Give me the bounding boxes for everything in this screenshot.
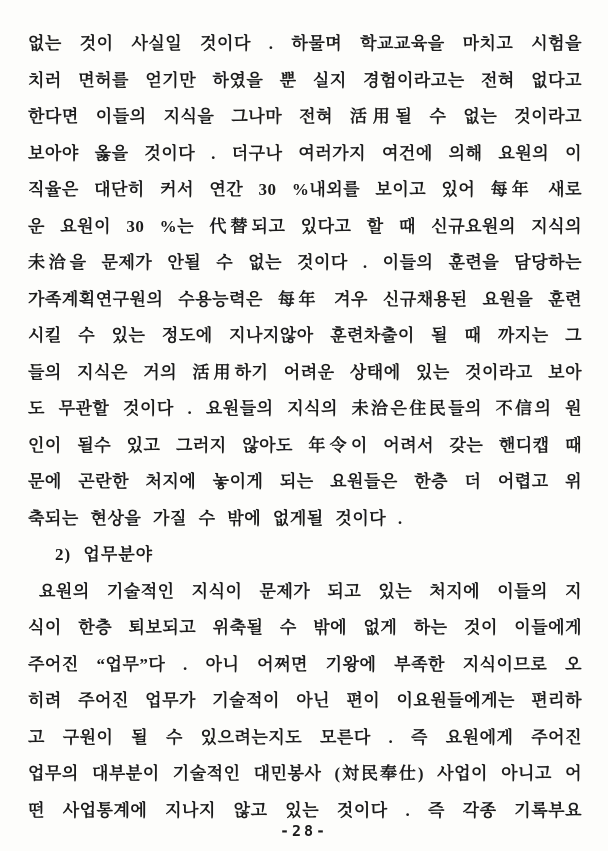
paragraph-1-line: 보아야 옳을 것이다 . 더구나 여러가지 여건에 의해 요원의 이 — [28, 143, 582, 163]
paragraph-2-line: 식이 한층 퇴보되고 위축될 수 밖에 없게 하는 것이 이들에게 — [28, 618, 582, 637]
paragraph-1-line: 도 무관할 것이다 . 요원들의 지식의 未洽은住民들의 不信의 원 — [28, 399, 582, 418]
paragraph-2-line: 히려 주어진 업무가 기술적이 아닌 편이 이요원들에게는 편리하 — [28, 691, 582, 710]
page-number: -28- — [279, 822, 329, 840]
section-heading: 2) 업무분야 — [55, 545, 154, 564]
paragraph-1-line: 시킬 수 있는 정도에 지나지않아 훈련차출이 될 때 까지는 그 — [28, 326, 582, 345]
paragraph-2-line: 요원의 기술적인 지식이 문제가 되고 있는 처지에 이들의 지 — [39, 581, 582, 601]
paragraph-1-line: 인이 될수 있고 그러지 않아도 年令이 어려서 갖는 핸디캡 때 — [28, 435, 582, 455]
paragraph-1-line: 운 요원이 30 %는 代替되고 있다고 할 때 신규요원의 지식의 — [28, 216, 582, 236]
paragraph-1-line: 가족계획연구원의 수용능력은 每年 겨우 신규채용된 요원을 훈련 — [28, 289, 582, 309]
paragraph-1-line: 한다면 이들의 지식을 그나마 전혀 活用될 수 없는 것이라고 — [28, 107, 582, 126]
paragraph-1-line: 未洽을 문제가 안될 수 없는 것이다 . 이들의 훈련을 담당하는 — [28, 253, 582, 272]
paragraph-2-line: 업무의 대부분이 기술적인 대민봉사 (対民奉仕) 사업이 아니고 어 — [28, 764, 582, 783]
paragraph-1-line: 직율은 대단히 커서 연간 30 %내외를 보이고 있어 每年 새로 — [28, 180, 582, 199]
paragraph-1-line: 들의 지식은 거의 活用하기 어려운 상태에 있는 것이라고 보아 — [28, 362, 582, 382]
paragraph-2-line: 주어진 “업무”다 . 아니 어쩌면 기왕에 부족한 지식이므로 오 — [28, 654, 582, 674]
paragraph-1-line: 치러 면허를 얻기만 하였을 뿐 실지 경험이라고는 전혀 없다고 — [28, 70, 582, 90]
paragraph-1-line: 문에 곤란한 처지에 놓이게 되는 요원들은 한층 더 어렵고 위 — [28, 472, 582, 491]
paragraph-2-line: 고 구원이 될 수 있으려는지도 모른다 . 즉 요원에게 주어진 — [28, 727, 582, 747]
paragraph-1-last-line: 축되는 현상을 가질 수 밖에 없게될 것이다 . — [28, 508, 403, 528]
page-body — [28, 26, 582, 829]
paragraph-1-line: 없는 것이 사실일 것이다 . 하물며 학교교육을 마치고 시험을 — [28, 34, 582, 53]
paragraph-2-line: 떤 사업통계에 지나지 않고 있는 것이다 . 즉 각종 기록부요 — [28, 800, 582, 820]
